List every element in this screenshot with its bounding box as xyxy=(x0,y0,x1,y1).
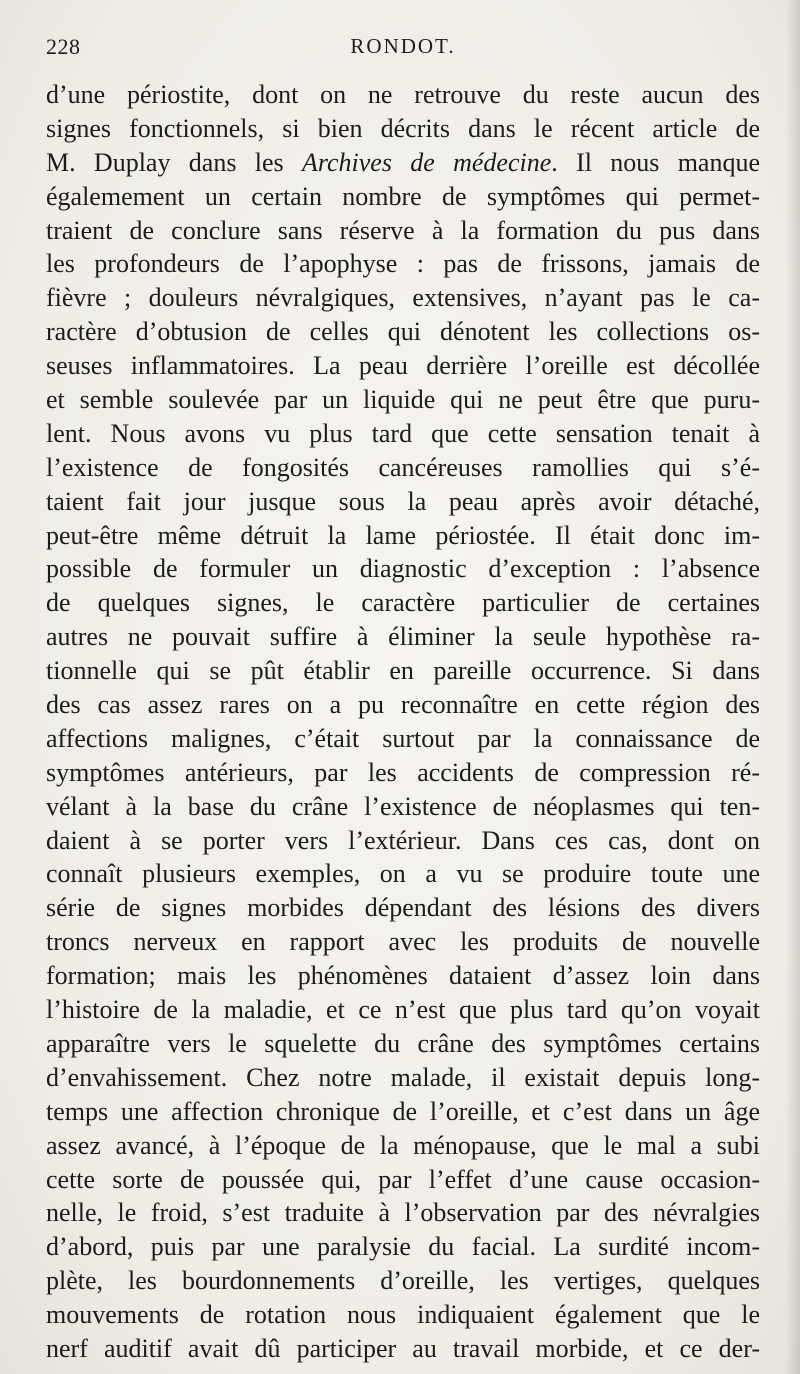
text-line: symptômes antérieurs, par les accidents de compression ré- xyxy=(46,757,760,787)
text-line: signes fonctionnels, si bien décrits dans le récent article de xyxy=(46,113,760,143)
text-line: d’abord, puis par une paralysie du facial. La surdité incom- xyxy=(46,1232,760,1262)
text-line: série de signes morbides dépendant des lésions des divers xyxy=(46,893,760,923)
text-line: apparaître vers le squelette du crâne des symptômes certains xyxy=(46,1028,760,1058)
text-line: l’histoire de la maladie, et ce n’est que plus tard qu’on voyait xyxy=(46,995,760,1025)
text-line: autres ne pouvait suffire à éliminer la seule hypothèse ra- xyxy=(46,622,760,652)
text-line: daient à se porter vers l’extérieur. Dans ces cas, dont on xyxy=(46,825,760,855)
text-line: d’une périostite, dont on ne retrouve du reste aucun des xyxy=(46,80,760,109)
text-line: temps une affection chronique de l’oreille, et c’est dans un âge xyxy=(46,1096,760,1126)
text-line: formation; mais les phénomènes dataient d’assez loin dans xyxy=(46,961,760,991)
text-line: nerf auditif avait dû participer au travail morbide, et ce der- xyxy=(46,1333,760,1363)
text-line: affections malignes, c’était surtout par la connaissance de xyxy=(46,723,760,753)
text-line: des cas assez rares on a pu reconnaître en cette région des xyxy=(46,690,760,720)
text-line: peut-être même détruit la lame périostée. Il était donc im- xyxy=(46,520,760,550)
text-line: nelle, le froid, s’est traduite à l’observation par des névralgies xyxy=(46,1198,760,1228)
text-line: possible de formuler un diagnostic d’exception : l’absence xyxy=(46,554,760,584)
body-text xyxy=(46,78,760,1366)
text-line xyxy=(46,146,760,180)
text-line: et semble soulevée par un liquide qui ne peut être que puru- xyxy=(46,385,760,415)
text-line: mouvements de rotation nous indiquaient également que le xyxy=(46,1300,760,1330)
text-line-start: M. Duplay dans les xyxy=(46,147,284,177)
page-number: 228 xyxy=(46,34,81,59)
running-head xyxy=(46,34,760,74)
text-line: de quelques signes, le caractère particulier de certaines xyxy=(46,588,760,618)
page-edge-shadow xyxy=(786,0,800,1374)
text-line: taient fait jour jusque sous la peau après avoir détaché, xyxy=(46,486,760,516)
text-line-end: . Il nous manque xyxy=(551,147,760,177)
text-line: troncs nerveux en rapport avec les produits de nouvelle xyxy=(46,927,760,957)
text-line: cette sorte de poussée qui, par l’effet d’une cause occasion- xyxy=(46,1164,760,1194)
running-title: RONDOT. xyxy=(350,34,456,58)
text-line: l’existence de fongosités cancéreuses ramollies qui s’é- xyxy=(46,452,760,482)
journal-title: Archives de médecine xyxy=(301,147,552,177)
text-line: les profondeurs de l’apophyse : pas de frissons, jamais de xyxy=(46,249,760,279)
text-line: traient de conclure sans réserve à la formation du pus dans xyxy=(46,215,760,245)
text-line: ractère d’obtusion de celles qui dénotent les collections os- xyxy=(46,317,760,347)
text-line: seuses inflammatoires. La peau derrière l’oreille est décollée xyxy=(46,351,760,381)
text-line: fièvre ; douleurs névralgiques, extensives, n’ayant pas le ca- xyxy=(46,283,760,313)
text-line: assez avancé, à l’époque de la ménopause, que le mal a subi xyxy=(46,1130,760,1160)
text-line: tionnelle qui se pût établir en pareille occurrence. Si dans xyxy=(46,656,760,686)
text-line: connaît plusieurs exemples, on a vu se produire toute une xyxy=(46,859,760,889)
text-line: lent. Nous avons vu plus tard que cette sensation tenait à xyxy=(46,418,760,448)
text-line: vélant à la base du crâne l’existence de néoplasmes qui ten- xyxy=(46,791,760,821)
text-line: d’envahissement. Chez notre malade, il existait depuis long- xyxy=(46,1062,760,1092)
text-line: plète, les bourdonnements d’oreille, les vertiges, quelques xyxy=(46,1266,760,1296)
text-line: égalemement un certain nombre de symptômes qui permet- xyxy=(46,181,760,211)
